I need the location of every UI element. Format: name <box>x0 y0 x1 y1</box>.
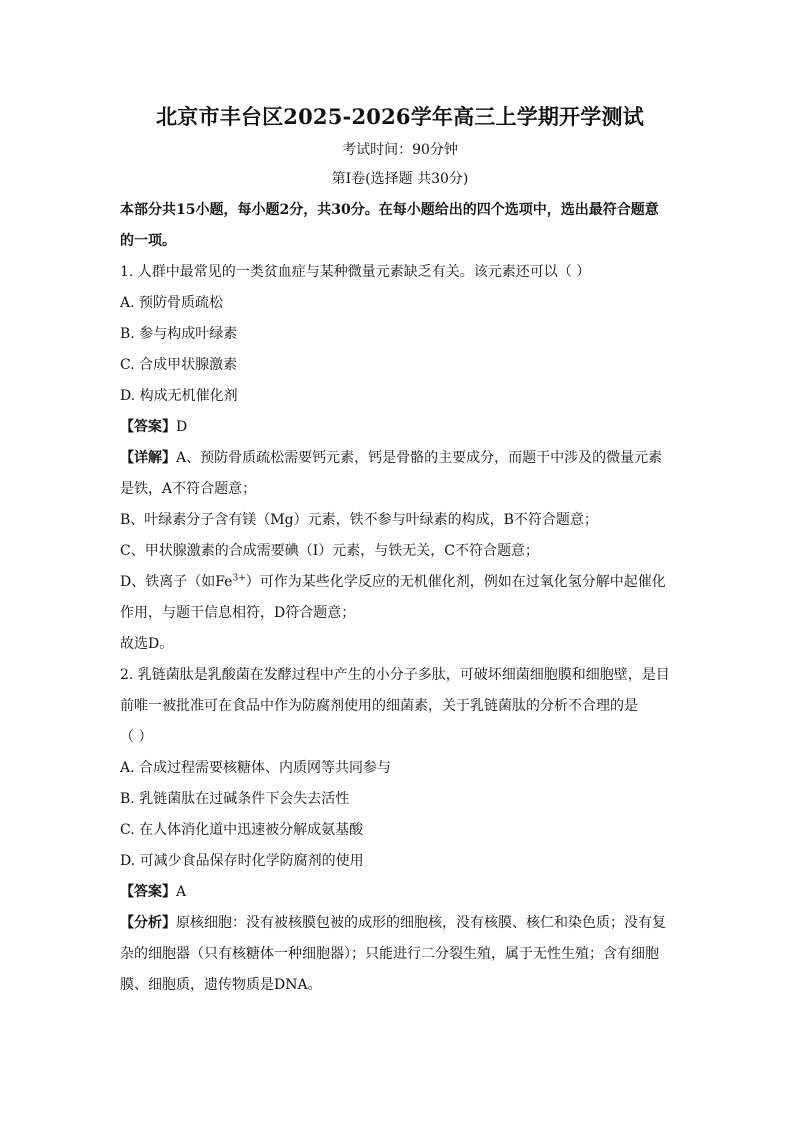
q1-option-d: D. 构成无机催化剂 <box>120 388 238 404</box>
instructions-line-1: 本部分共15小题，每小题2分，共30分。在每小题给出的四个选项中，选出最符合题意 <box>120 202 659 218</box>
q2-option-c: C. 在人体消化道中迅速被分解成氨基酸 <box>120 822 364 838</box>
q2-answer <box>120 877 680 908</box>
q2-analysis-label: 【分析】 <box>120 915 176 931</box>
q2-analysis-line-3: 膜、细胞质，遗传物质是DNA。 <box>120 977 322 993</box>
q1-explain-line-2: 是铁，A不符合题意； <box>120 481 257 497</box>
q1-answer-value: D <box>176 419 188 435</box>
q2-answer-value: A <box>176 884 187 900</box>
q1-option-c: C. 合成甲状腺激素 <box>120 357 238 373</box>
q1-explain-line-5 <box>120 567 680 598</box>
q2-analysis-line-2: 杂的细胞器（只有核糖体一种细胞器）；只能进行二分裂生殖，属于无性生殖；含有细胞 <box>120 946 659 962</box>
section-heading: 第I卷(选择题 共30分) <box>331 171 469 187</box>
document-title: 北京市丰台区2025-2026学年高三上学期开学测试 <box>156 104 644 129</box>
q2-option-a: A. 合成过程需要核糖体、内质网等共同参与 <box>120 760 392 776</box>
q1-option-b: B. 参与构成叶绿素 <box>120 326 238 342</box>
q1-option-a: A. 预防骨质疏松 <box>120 295 224 311</box>
exam-time: 考试时间：90分钟 <box>342 142 458 158</box>
q1-explain-line-1 <box>120 443 680 474</box>
q1-stem: 1. 人群中最常见的一类贫血症与某种微量元素缺乏有关。该元素还可以（ ） <box>120 264 591 280</box>
q2-stem-line-1: 2. 乳链菌肽是乳酸菌在发酵过程中产生的小分子多肽，可破坏细菌细胞膜和细胞壁，是目 <box>120 667 670 683</box>
q2-analysis-line-1 <box>120 908 680 939</box>
q2-option-d: D. 可减少食品保存时化学防腐剂的使用 <box>120 853 364 869</box>
q1-answer-label: 【答案】 <box>120 419 176 435</box>
q2-stem-line-2: 前唯一被批准可在食品中作为防腐剂使用的细菌素，关于乳链菌肽的分析不合理的是 <box>120 698 638 714</box>
q1-explain-text-1: A、预防骨质疏松需要钙元素，钙是骨骼的主要成分，而题干中涉及的微量元素 <box>176 450 663 466</box>
q1-explain-line-4: C、甲状腺激素的合成需要碘（I）元素，与铁无关，C不符合题意； <box>120 543 539 559</box>
q1-line-d-before: D、铁离子（如Fe <box>120 574 233 590</box>
instructions-line-2: 的一项。 <box>120 233 176 249</box>
q2-stem-line-3: （ ） <box>120 729 153 745</box>
q1-explain-label: 【详解】 <box>120 450 176 466</box>
q2-analysis-text-1: 原核细胞：没有被核膜包被的成形的细胞核，没有核膜、核仁和染色质；没有复 <box>176 915 666 931</box>
q1-explain-line-3: B、叶绿素分子含有镁（Mg）元素，铁不参与叶绿素的构成，B不符合题意； <box>120 512 598 528</box>
q1-explain-line-6: 作用，与题干信息相符，D符合题意； <box>120 605 356 621</box>
q2-option-b: B. 乳链菌肽在过碱条件下会失去活性 <box>120 791 350 807</box>
q2-answer-label: 【答案】 <box>120 884 176 900</box>
q1-line-d-sup: 3+ <box>232 573 246 584</box>
q1-line-d-after: ）可作为某些化学反应的无机催化剂，例如在过氧化氢分解中起催化 <box>245 574 666 590</box>
q1-answer <box>120 412 680 443</box>
document-content <box>120 102 680 1001</box>
q1-explain-line-7: 故选D。 <box>120 636 174 652</box>
